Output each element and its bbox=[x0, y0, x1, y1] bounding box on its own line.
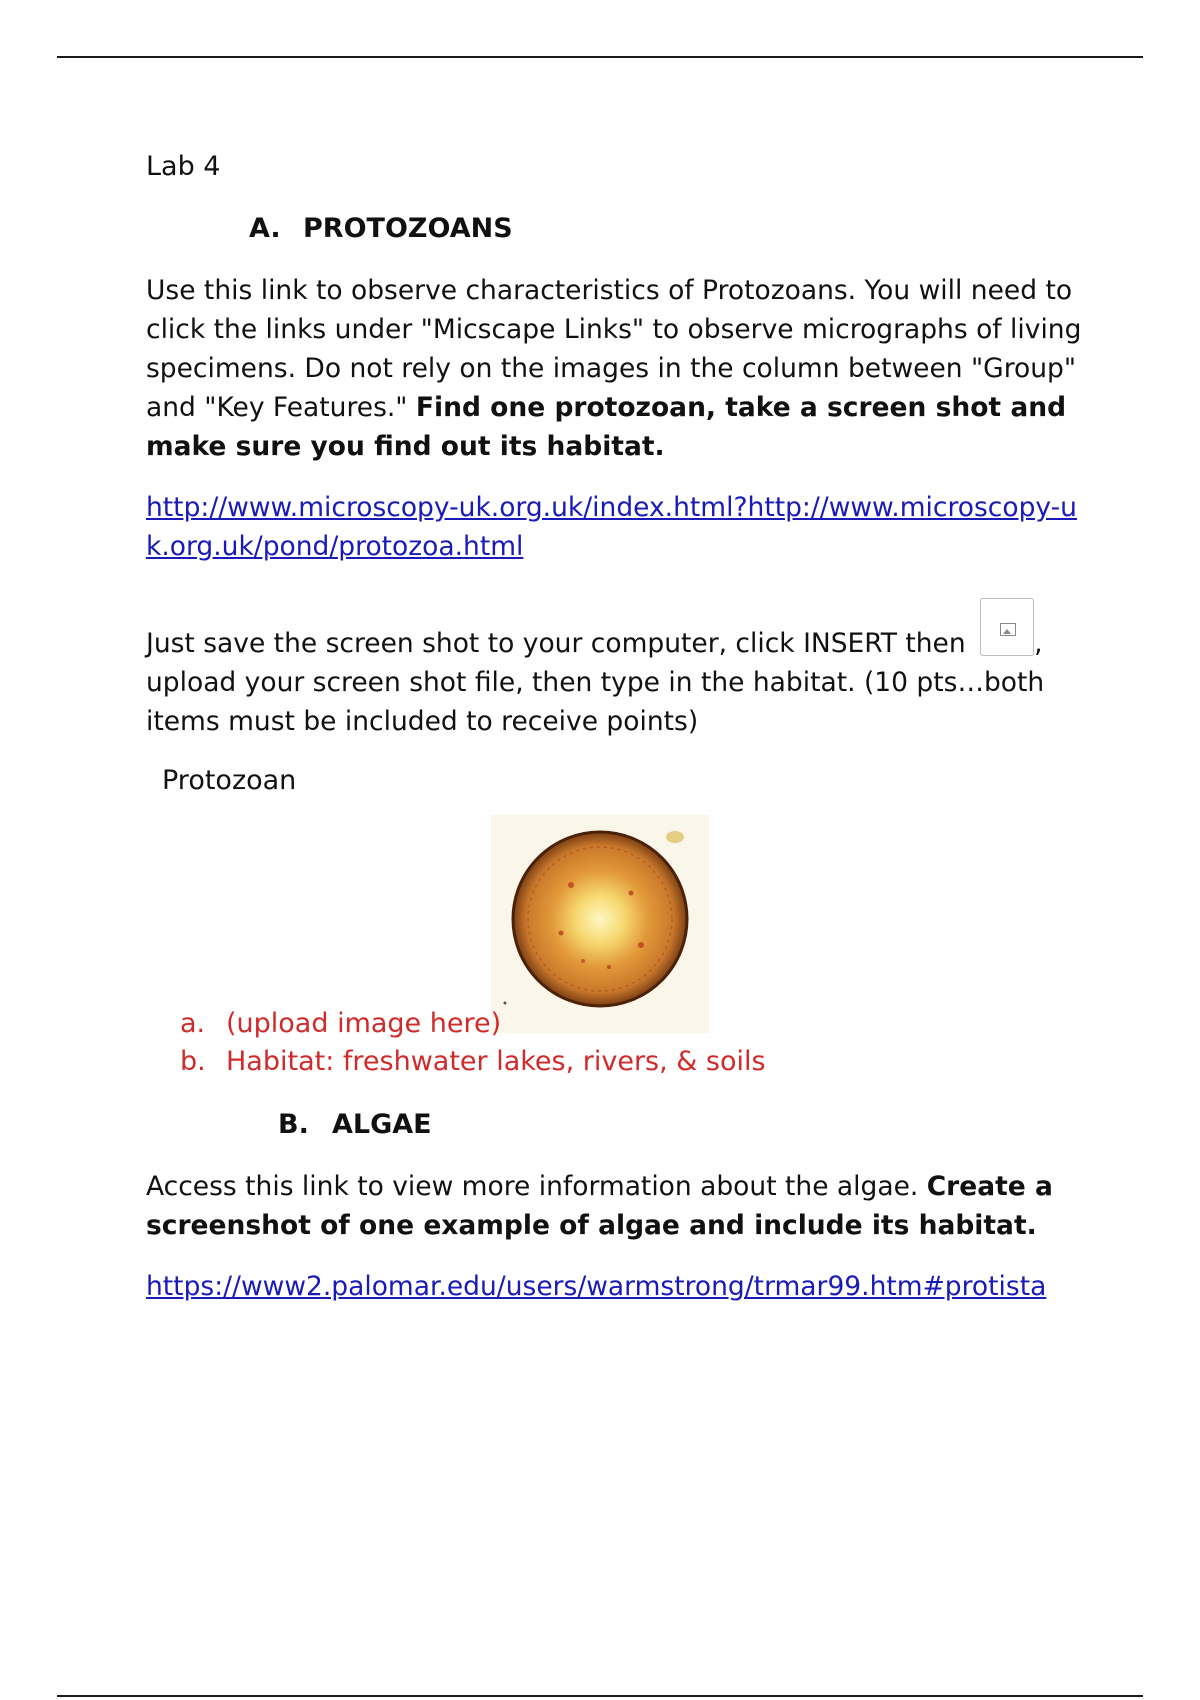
image-icon bbox=[1000, 623, 1016, 636]
answer-marker-a: a. bbox=[180, 1008, 206, 1039]
insert-after: , upload your screen shot file, then type in the habitat. (10 pts…both items must be included to receive points) bbox=[146, 628, 1045, 737]
answer-text-b: Habitat: freshwater lakes, rivers, & soils bbox=[226, 1046, 766, 1077]
protozoan-answer bbox=[146, 815, 1096, 1085]
section-b-heading bbox=[146, 1105, 1096, 1145]
section-a-intro-bold: Find one protozoan, take a screen shot and make sure you find out its habitat. bbox=[146, 392, 1067, 462]
bottom-rule bbox=[57, 1695, 1143, 1697]
answer-text-a: (upload image here) bbox=[226, 1008, 502, 1039]
section-a-instructions bbox=[146, 271, 1096, 466]
insert-before: Just save the screen shot to your computer, click INSERT then bbox=[146, 628, 975, 659]
algae-link[interactable]: https://www2.palomar.edu/users/warmstrong/trmar99.htm#protista bbox=[146, 1271, 1047, 1302]
answer-list bbox=[180, 1005, 766, 1081]
section-a-heading bbox=[146, 209, 1096, 249]
top-rule bbox=[57, 56, 1143, 58]
protozoa-link[interactable]: http://www.microscopy-uk.org.uk/index.html?http://www.microscopy-uk.org.uk/pond/protozoa.html bbox=[146, 492, 1077, 562]
section-b-intro-bold: Create a screenshot of one example of algae and include its habitat. bbox=[146, 1171, 1053, 1241]
protozoan-label: Protozoan bbox=[162, 765, 297, 796]
section-b-instructions bbox=[146, 1167, 1096, 1245]
section-b-intro: Access this link to view more information about the algae. bbox=[146, 1171, 927, 1202]
protozoan-micrograph bbox=[491, 815, 709, 1033]
lab-title: Lab 4 bbox=[146, 151, 221, 182]
answer-item-b bbox=[180, 1043, 766, 1081]
section-b-number: B. bbox=[278, 1109, 309, 1140]
insert-instructions bbox=[146, 598, 1096, 741]
section-a-intro: Use this link to observe characteristics of Protozoans. You will need to click the links under "Micscape Links" to observe micrographs of living specimens. Do not rely on the images in the column between "Group" and "Key Features." bbox=[146, 275, 1082, 423]
section-a-number: A. bbox=[249, 213, 281, 244]
section-b-title: ALGAE bbox=[332, 1109, 432, 1140]
answer-item-a bbox=[180, 1005, 766, 1043]
insert-image-button[interactable] bbox=[980, 598, 1034, 656]
section-a-title: PROTOZOANS bbox=[303, 213, 513, 244]
document-body bbox=[146, 145, 1096, 1306]
answer-marker-b: b. bbox=[180, 1046, 206, 1077]
